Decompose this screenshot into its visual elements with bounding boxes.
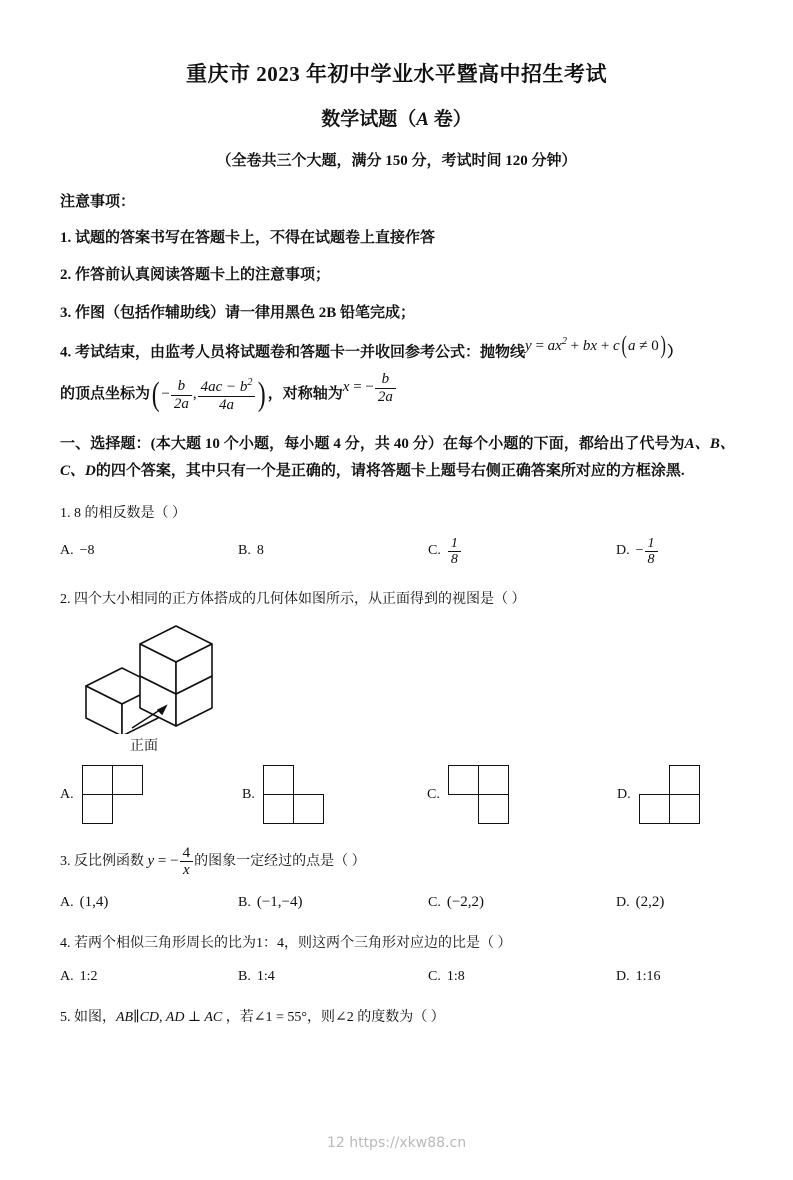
subject-pre: 数学试题（: [321, 109, 417, 130]
question-2-option-b[interactable]: [242, 765, 427, 825]
option-value: (−2,2): [446, 894, 485, 911]
option-label: D.: [616, 968, 630, 984]
vertex-formula: ( − $\frac{b}{2a}$ , $\frac{4ac - b^2}{4a}$ ): [151, 376, 267, 414]
page-title: 重庆市 2023 年初中学业水平暨高中招生考试: [186, 62, 607, 86]
option-value: (1,4): [79, 894, 109, 911]
question-3-stem-pre: 3. 反比例函数: [60, 854, 144, 870]
section-1-heading-rest: 的四个答案，其中只有一个是正确的，请将答题卡上题号右侧正确答案所对应的方框涂黑.: [95, 463, 685, 480]
question-2-figure-label: 正面: [130, 739, 158, 755]
question-2-stem: 2. 四个大小相同的正方体搭成的几何体如图所示，从正面得到的视图是（ ）: [60, 592, 526, 608]
notice-item-4-text: 4. 考试结束，由监考人员将试题卷和答题卡一并收回参考公式：抛物线: [60, 344, 526, 361]
question-5-stem: [60, 1007, 735, 1028]
section-1-heading: [60, 431, 735, 487]
option-label: A.: [60, 787, 74, 803]
exam-info-line: （全卷共三个大题，满分 150 分，考试时间 120 分钟）: [216, 153, 577, 169]
question-2-option-d[interactable]: [617, 765, 701, 825]
vertex-prefix: 的顶点坐标为: [60, 386, 151, 403]
option-label: D.: [617, 787, 631, 803]
question-4-option-a[interactable]: [60, 969, 238, 985]
question-5-stem-pre: 5. 如图，: [60, 1009, 116, 1025]
option-value: 1:8: [446, 968, 465, 984]
question-3-stem-post: 的图象一定经过的点是（ ）: [194, 854, 366, 870]
isometric-cubes-svg: [78, 622, 268, 734]
option-label: D.: [616, 894, 630, 910]
option-fraction: $\frac{1}{8}$: [645, 536, 658, 567]
option-label: C.: [428, 894, 441, 910]
option-value: 8: [256, 543, 264, 559]
page-subtitle-subject: [0, 104, 793, 131]
view-shape-b: [263, 765, 325, 825]
notice-item-4-tail: ）: [667, 344, 683, 361]
notice-item-3: 3. 作图（包括作辅助线）请一律用黑色 2B 铅笔完成；: [60, 304, 416, 321]
option-sign: −: [635, 543, 644, 559]
question-4-options: [60, 967, 735, 987]
option-label: C.: [427, 787, 440, 803]
option-fraction: $\frac{1}{8}$: [448, 536, 461, 567]
option-label: A.: [60, 894, 74, 910]
option-value: −8: [79, 543, 95, 559]
question-2-options: [60, 765, 735, 825]
vertex-axis-line: [60, 371, 735, 414]
view-shape-d: [639, 765, 701, 825]
option-label: B.: [238, 543, 251, 559]
question-3-option-a[interactable]: [60, 894, 238, 911]
question-3-stem: [60, 845, 735, 878]
option-value: 1:2: [79, 968, 98, 984]
view-shape-c: [448, 765, 510, 825]
notice-heading: 注意事项：: [60, 194, 136, 210]
question-3-option-b[interactable]: [238, 894, 428, 911]
question-3-formula: y = − $\frac{4}{x}$: [148, 845, 195, 878]
watermark: 12 https://xkw88.cn: [326, 1135, 467, 1151]
option-label: B.: [238, 894, 251, 910]
subject-post: 卷）: [428, 109, 472, 130]
option-label: C.: [428, 543, 441, 559]
option-label: A.: [60, 968, 74, 984]
option-label: C.: [428, 968, 441, 984]
option-value: 1:4: [256, 968, 275, 984]
question-5-stem-mid: ，若∠1 = 55°，则∠2 的度数为（ ）: [222, 1009, 445, 1025]
question-2-option-a[interactable]: [60, 765, 242, 825]
parabola-formula: $y = ax^2$ + bx + c(a ≠ 0): [525, 332, 666, 360]
question-1-option-a[interactable]: [60, 543, 238, 559]
question-1-option-d[interactable]: [616, 536, 659, 567]
option-value: (2,2): [635, 894, 665, 911]
notice-item-2: 2. 作答前认真阅读答题卡上的注意事项；: [60, 267, 331, 284]
question-1-option-c[interactable]: [428, 536, 616, 567]
section-1-heading-main: 一、选择题：(本大题 10 个小题，每小题 4 分，共 40 分）在每个小题的下面，都给出了代号为: [60, 435, 685, 452]
question-3-option-c[interactable]: [428, 894, 616, 911]
option-label: B.: [242, 787, 255, 803]
question-4-option-b[interactable]: [238, 969, 428, 985]
section-1-heading-choices: A、B、C、D: [60, 435, 736, 480]
question-2-option-c[interactable]: [427, 765, 617, 825]
question-3-options: [60, 893, 735, 913]
option-label: D.: [616, 543, 630, 559]
question-1-stem: 1. 8 的相反数是（ ）: [60, 506, 186, 522]
question-1-option-b[interactable]: [238, 543, 428, 559]
notice-item-4: [60, 332, 735, 364]
subject-volume: A: [416, 109, 429, 130]
question-4-stem: 4. 若两个相似三角形周长的比为1：4，则这两个三角形对应边的比是（ ）: [60, 935, 512, 951]
option-value: 1:16: [635, 968, 661, 984]
question-1-options: [60, 530, 735, 572]
question-4-option-c[interactable]: [428, 969, 616, 985]
exam-page: [0, 58, 793, 1180]
option-value: (−1,−4): [256, 894, 303, 911]
notice-item-1: 1. 试题的答案书写在答题卡上，不得在试题卷上直接作答: [60, 230, 436, 246]
question-5-geometry-labels: AB∥CD, AD ⊥ AC: [116, 1009, 223, 1025]
view-shape-a: [82, 765, 144, 825]
question-2-figure: [78, 622, 735, 755]
question-3-option-d[interactable]: [616, 894, 664, 911]
axis-prefix: ，对称轴为: [267, 386, 343, 403]
option-label: A.: [60, 543, 74, 559]
option-label: B.: [238, 968, 251, 984]
axis-formula: x = − $\frac{b}{2a}$: [343, 371, 397, 404]
question-4-option-d[interactable]: [616, 969, 661, 985]
